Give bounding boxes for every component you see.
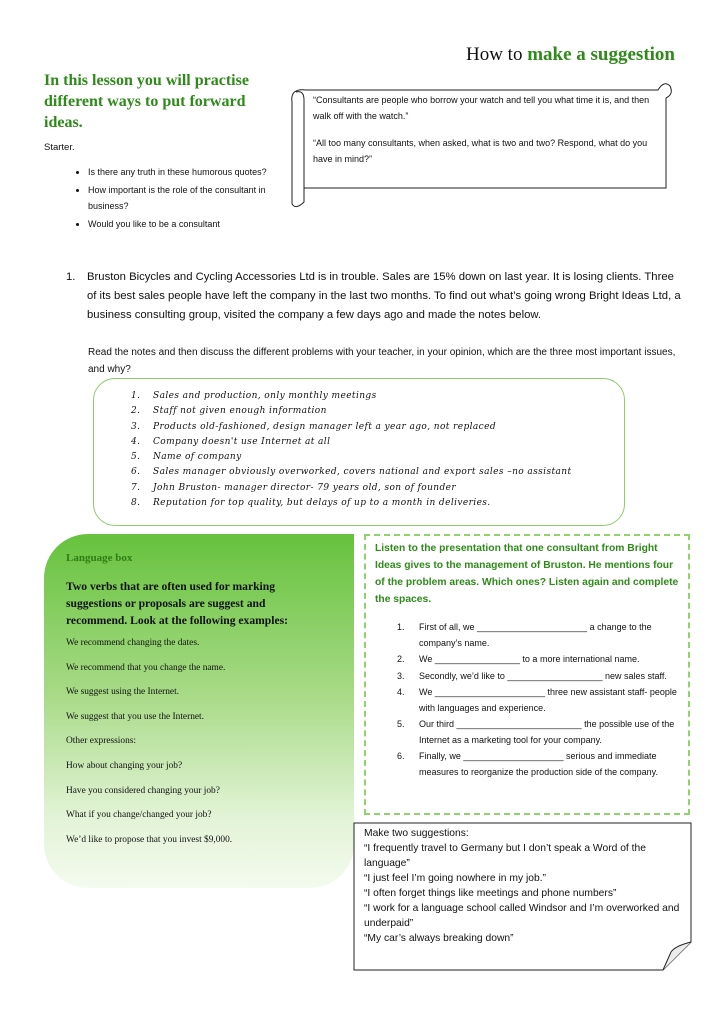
gapfill-item: [397, 669, 682, 685]
gapfill-number: 2.: [397, 654, 405, 664]
gapfill-item: [397, 685, 682, 716]
note-item: [131, 465, 571, 480]
example-line: What if you change/changed your job?: [66, 810, 212, 821]
note-number: 6.: [131, 467, 141, 478]
example-line: We suggest that you use the Internet.: [66, 711, 205, 722]
note-number: 3.: [131, 421, 141, 432]
note-number: 5.: [131, 452, 141, 463]
note-text: Staff not given enough information: [153, 406, 327, 417]
listening-gapfill: [397, 620, 682, 781]
exercise-instruction: Read the notes and then discuss the different problems with your teacher, in your opinion, which are the three most important issues, and why?: [88, 347, 676, 375]
language-box-title: Language box: [66, 552, 133, 564]
suggestion-quote: “I just feel I’m going nowhere in my job.”: [364, 873, 546, 884]
listening-heading: Listen to the presentation that one consultant from Bright Ideas gives to the management of Bruston. He mentions four of the problem areas. Which ones? Listen again and complete the spaces.: [375, 543, 679, 605]
note-number: 1.: [131, 391, 141, 401]
note-text: Reputation for top quality, but delays of up to a month in deliveries.: [153, 498, 491, 509]
note-item: [131, 450, 571, 465]
note-item: [131, 435, 571, 450]
bullet-item: • Is there any truth in these humorous quotes?: [88, 164, 288, 180]
suggestion-quote: “My car’s always breaking down”: [364, 933, 514, 944]
gapfill-number: 6.: [397, 751, 405, 761]
note-number: 8.: [131, 498, 141, 509]
suggestion-quote: “I frequently travel to Germany but I don’t speak a Word of the language”: [364, 843, 646, 869]
note-number: 4.: [131, 436, 141, 447]
gapfill-number: 3.: [397, 670, 405, 681]
suggestions-box: [364, 826, 684, 946]
gapfill-text: Finally, we ____________________ serious and immediate measures to reorganize the production side of the company.: [419, 751, 658, 777]
title-highlight: make a suggestion: [527, 44, 675, 65]
gapfill-text: We ______________________ three new assistant staff- people with languages and experience.: [419, 687, 677, 713]
language-examples: [66, 638, 336, 859]
gapfill-item: [397, 749, 682, 780]
example-line: How about changing your job?: [66, 760, 183, 771]
note-item: [131, 389, 571, 404]
note-item: [131, 496, 571, 511]
note-item: [131, 420, 571, 435]
note-item: [131, 481, 571, 496]
example-line: Other expressions:: [66, 736, 137, 747]
page-title: [466, 44, 675, 66]
quote: “All too many consultants, when asked, what is two and two? Respond, what do you have in mind?”: [313, 138, 648, 164]
starter-bullets: [62, 164, 288, 234]
note-text: Sales manager obviously overworked, covers national and export sales –no assistant: [153, 467, 572, 478]
suggestion-quote: “I work for a language school called Windsor and I’m overworked and underpaid”: [364, 903, 680, 929]
exercise-number: 1.: [66, 271, 76, 283]
bullet-item: • How important is the role of the consultant in business?: [88, 182, 288, 214]
example-line: Have you considered changing your job?: [66, 785, 220, 796]
quote: “Consultants are people who borrow your watch and tell you what time it is, and then walk off with the watch.”: [313, 95, 650, 121]
starter-label: Starter.: [44, 142, 75, 153]
consultant-notes: [131, 389, 571, 511]
note-text: Name of company: [153, 452, 242, 463]
example-line: We suggest using the Internet.: [66, 687, 180, 698]
gapfill-text: We _________________ to a more international name.: [419, 654, 640, 664]
gapfill-text: Our third _________________________ the possible use of the Internet as a marketing tool for your company.: [419, 719, 675, 745]
lesson-objective: In this lesson you will practise different ways to put forward ideas.: [44, 72, 249, 131]
suggestion-quote: “I often forget things like meetings and phone numbers”: [364, 888, 617, 899]
note-number: 2.: [131, 406, 141, 417]
gapfill-item: [397, 620, 682, 651]
suggestions-title: Make two suggestions:: [364, 828, 469, 839]
gapfill-text: First of all, we ______________________ a change to the company’s name.: [419, 622, 652, 648]
gapfill-item: [397, 717, 682, 748]
exercise-text: Bruston Bicycles and Cycling Accessories Ltd is in trouble. Sales are 15% down on last year. It is losing clients. Three of its best sales people have left the company in the last two months. To find out what’s going wrong Bright Ideas Ltd, a business consulting group, visited the company a few days ago and made the notes below.: [87, 271, 681, 321]
gapfill-number: 1.: [397, 622, 405, 632]
language-box-intro: Two verbs that are often used for marking suggestions or proposals are suggest and recommend. Look at the following examples:: [66, 580, 288, 627]
example-line: We recommend that you change the name.: [66, 662, 226, 673]
gapfill-number: 5.: [397, 719, 405, 729]
note-text: Company doesn't use Internet at all: [153, 436, 331, 447]
example-line: We recommend changing the dates.: [66, 638, 200, 648]
exercise-1: [66, 268, 686, 325]
note-text: Sales and production, only monthly meetings: [153, 391, 377, 401]
gapfill-text: Secondly, we’d like to ___________________ new sales staff.: [419, 670, 667, 681]
quotes: [313, 92, 665, 178]
note-text: Products old-fashioned, design manager left a year ago, not replaced: [153, 421, 496, 432]
note-text: John Bruston- manager director- 79 years old, son of founder: [153, 482, 457, 493]
gapfill-number: 4.: [397, 687, 405, 697]
note-number: 7.: [131, 482, 141, 493]
note-item: [131, 404, 571, 419]
example-line: We’d like to propose that you invest $9,000.: [66, 834, 233, 845]
bullet-item: • Would you like to be a consultant: [88, 216, 288, 232]
gapfill-item: [397, 652, 682, 668]
title-plain: How to: [465, 44, 528, 65]
